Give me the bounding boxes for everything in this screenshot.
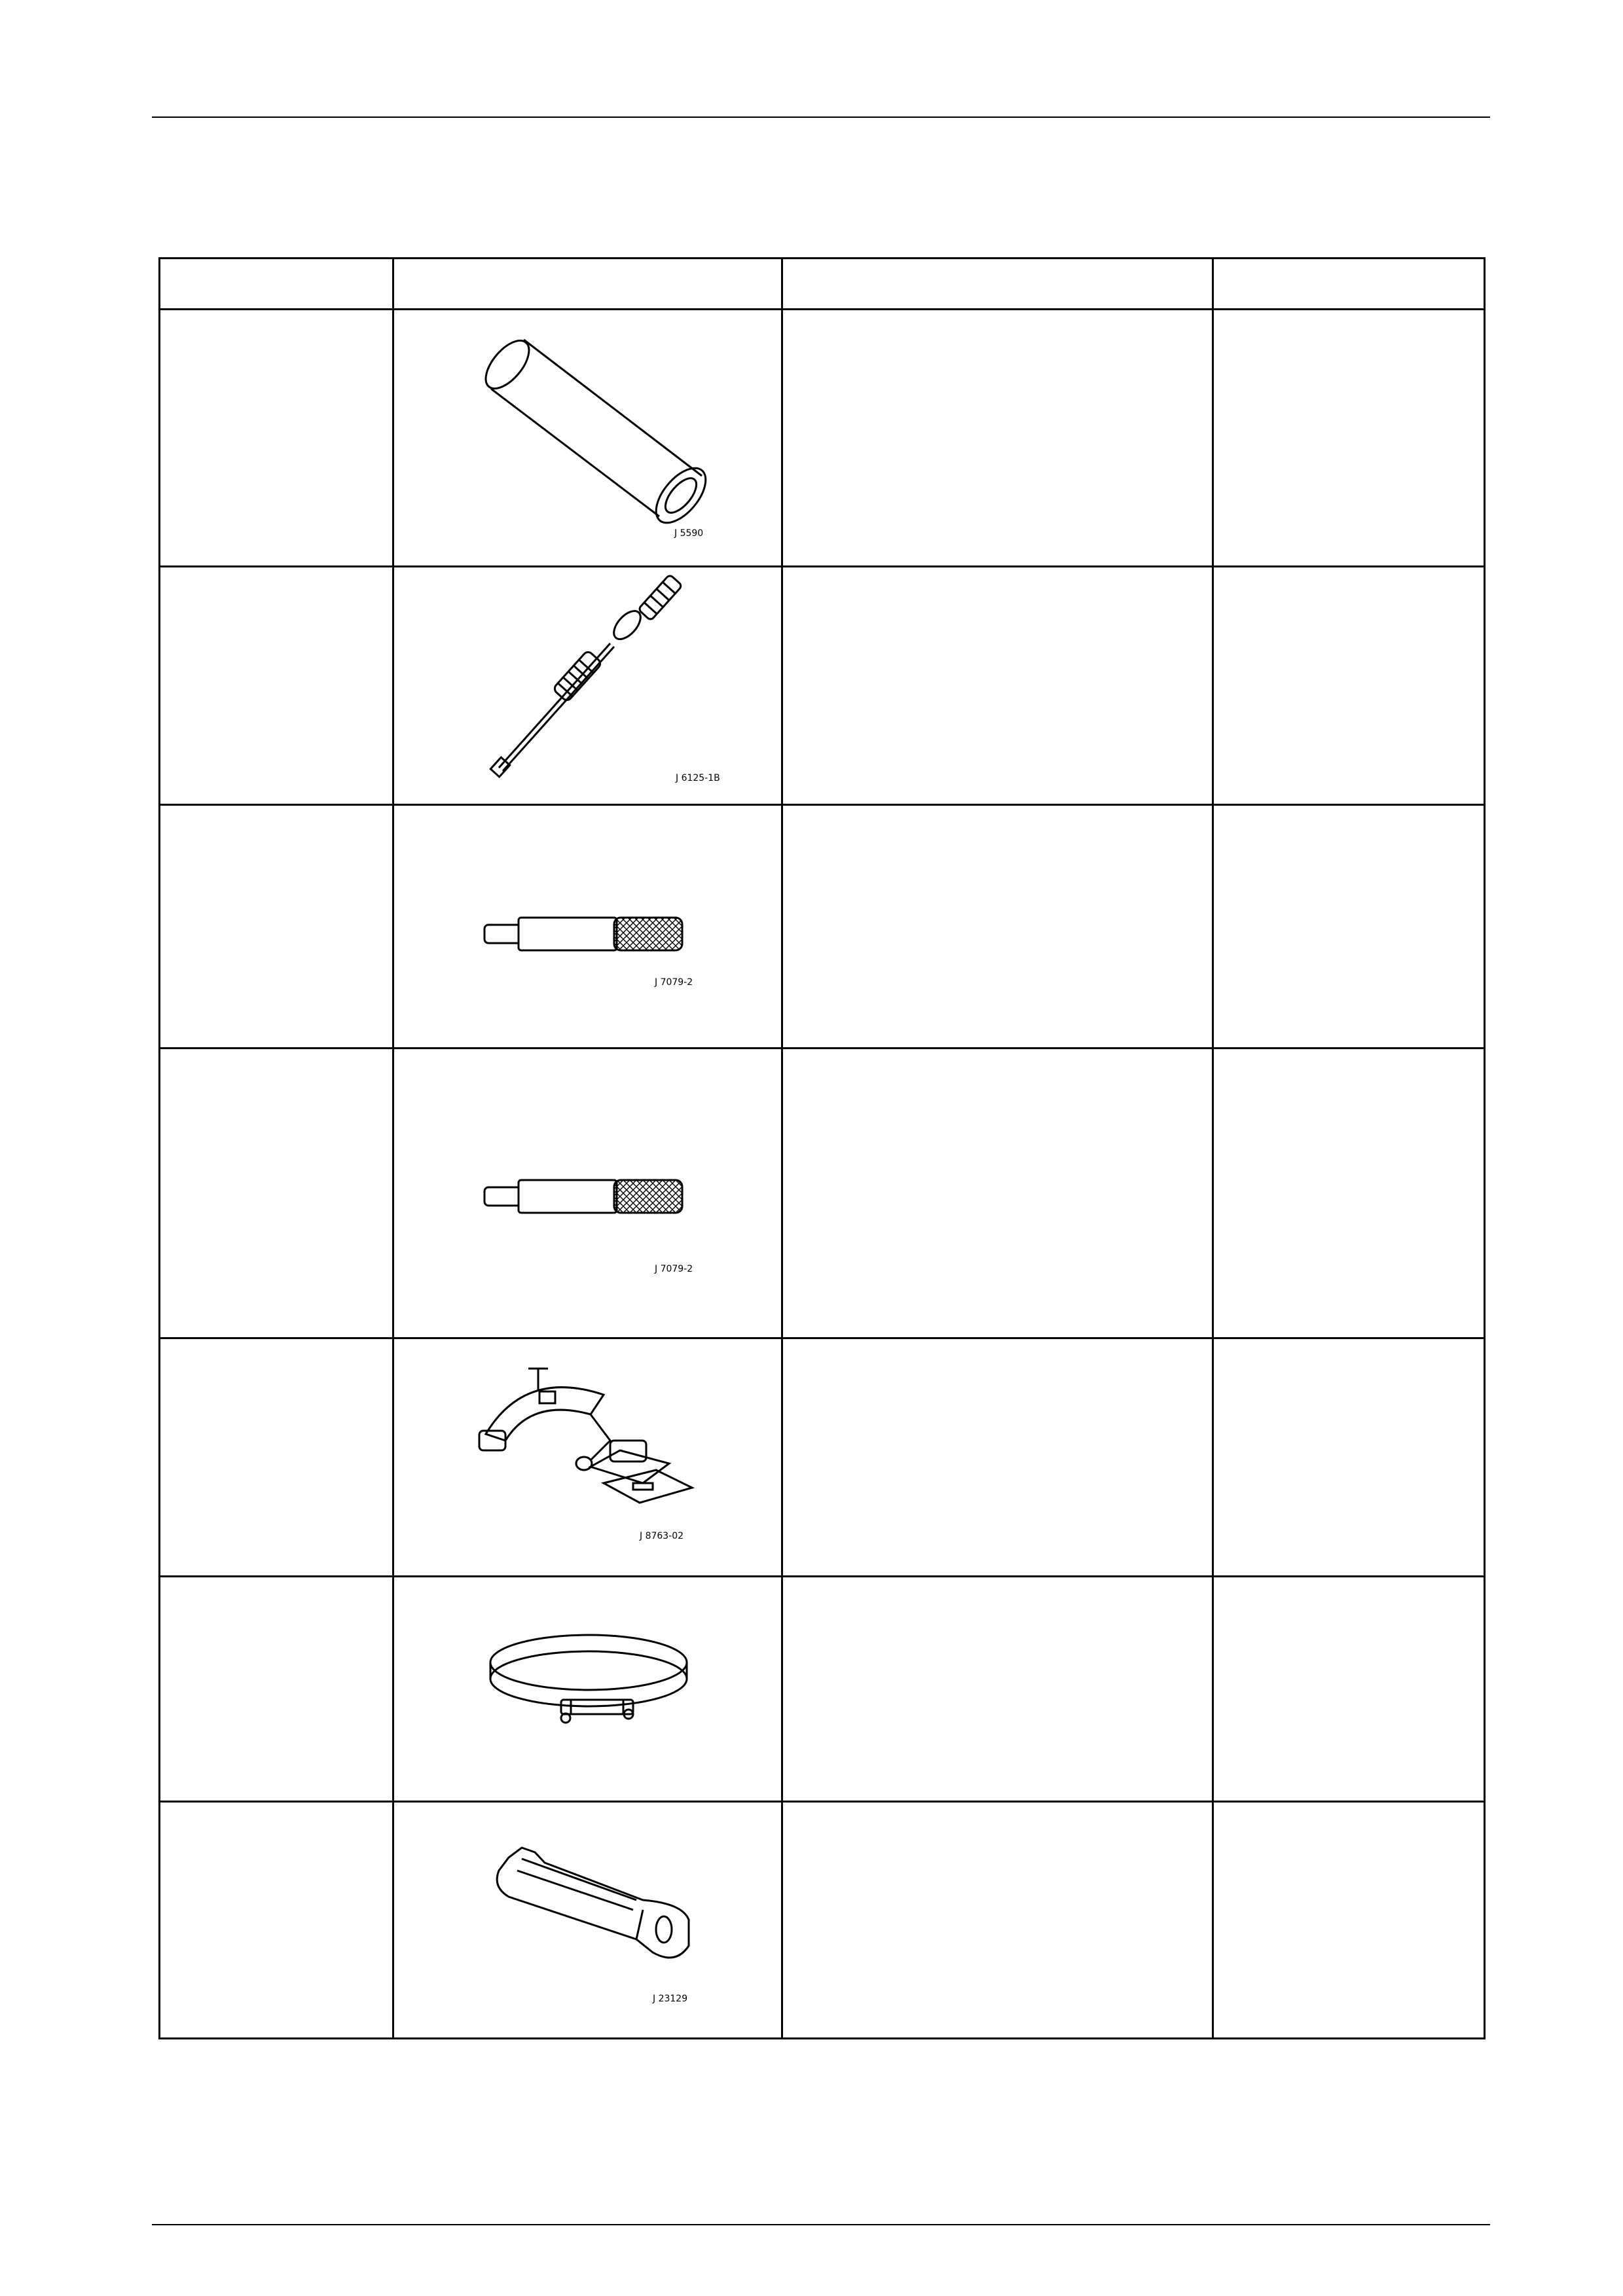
tool-description-cell [782, 805, 1213, 1048]
tool-name-cell [160, 1338, 393, 1576]
tool-illustration-cell [393, 1801, 782, 2038]
table-header-row [160, 259, 1485, 310]
knurled-driver-handle-icon [394, 1069, 783, 1318]
part-number: J 23129 [653, 1994, 688, 2005]
tool-usage-cell [1213, 1801, 1485, 2038]
tool-description-cell [782, 1801, 1213, 2038]
part-number: J 7079-2 [655, 977, 693, 988]
table-row [160, 566, 1485, 804]
table-row [160, 805, 1485, 1048]
tool-illustration-cell [393, 310, 782, 566]
tool-name-cell [160, 310, 393, 566]
knurled-driver-handle-icon [394, 828, 783, 1024]
tool-illustration-cell [393, 1576, 782, 1801]
tool-name-cell [160, 1048, 393, 1338]
tool-illustration-cell [393, 1048, 782, 1338]
table-row [160, 1338, 1485, 1576]
part-number: J 7079-2 [655, 1263, 693, 1274]
bracket-tool-icon [394, 1805, 783, 2034]
tool-usage-cell [1213, 566, 1485, 804]
tool-usage-cell [1213, 310, 1485, 566]
tool-illustration-cell [393, 805, 782, 1048]
tool-usage-cell [1213, 1048, 1485, 1338]
header-rule [152, 117, 1490, 118]
header-cell [160, 259, 393, 310]
table-row [160, 1576, 1485, 1801]
tool-description-cell [782, 1338, 1213, 1576]
tool-name-cell [160, 1801, 393, 2038]
tool-illustration-cell [393, 1338, 782, 1576]
holding-fixture-icon [394, 1342, 783, 1571]
slide-hammer-icon [394, 571, 783, 800]
header-cell [1213, 259, 1485, 310]
special-tools-table [158, 257, 1486, 2039]
tool-usage-cell [1213, 1338, 1485, 1576]
tool-name-cell [160, 566, 393, 804]
tool-description-cell [782, 566, 1213, 804]
footer-rule [152, 2224, 1490, 2225]
part-number: J 8763-02 [640, 1531, 684, 1542]
cylindrical-sleeve-icon [394, 320, 783, 556]
header-cell [782, 259, 1213, 310]
tool-usage-cell [1213, 1576, 1485, 1801]
tool-description-cell [782, 1576, 1213, 1801]
tool-name-cell [160, 1576, 393, 1801]
part-number: J 6125-1B [676, 772, 720, 783]
tool-description-cell [782, 310, 1213, 566]
tool-description-cell [782, 1048, 1213, 1338]
table-row [160, 1801, 1485, 2038]
tool-illustration-cell [393, 566, 782, 804]
tool-name-cell [160, 805, 393, 1048]
table-row [160, 1048, 1485, 1338]
band-clamp-icon [394, 1581, 783, 1797]
part-number: J 5590 [674, 528, 704, 539]
header-cell [393, 259, 782, 310]
tool-usage-cell [1213, 805, 1485, 1048]
table-row [160, 310, 1485, 566]
